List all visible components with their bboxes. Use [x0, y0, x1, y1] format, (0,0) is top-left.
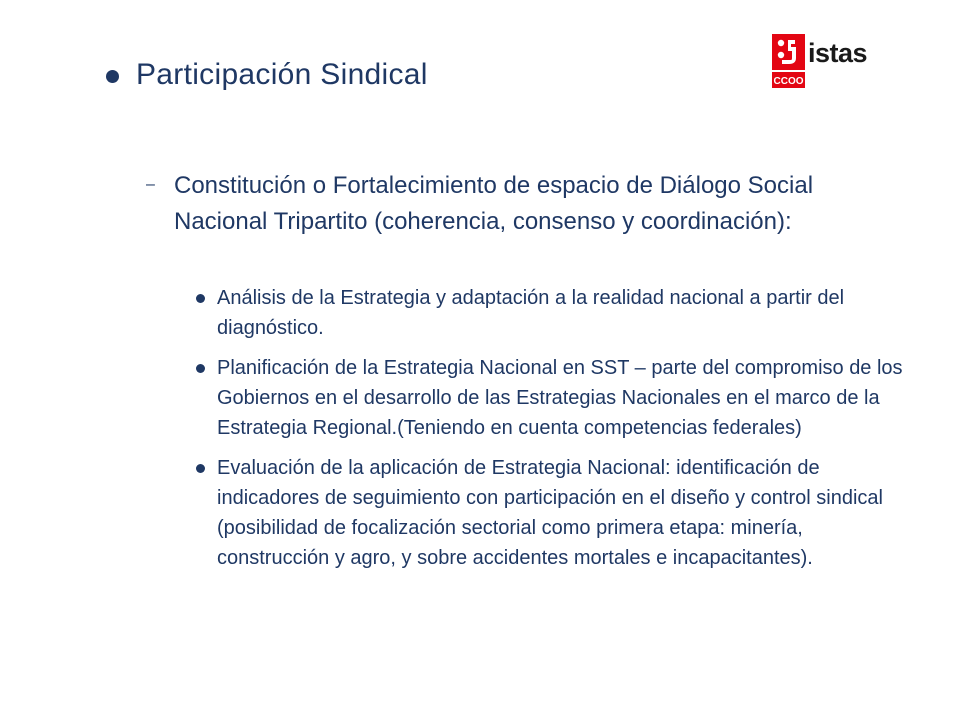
slide-title: Participación Sindical	[136, 58, 428, 91]
title-row	[106, 58, 428, 92]
list-item	[196, 353, 906, 443]
sub-item-text: Constitución o Fortalecimiento de espacio de Diálogo Social Nacional Tripartito (coherencia, consenso y coordinación):	[174, 172, 814, 235]
sub-item	[146, 168, 846, 240]
bullet-icon	[196, 294, 205, 303]
ccoo-label: CCOO	[773, 76, 804, 87]
list-item	[196, 453, 906, 573]
bullet-icon	[196, 464, 205, 473]
bullet-text: Análisis de la Estrategia y adaptación a la realidad nacional a partir del diagnóstico.	[217, 287, 845, 339]
bullet-list	[196, 283, 906, 583]
bullet-icon	[196, 364, 205, 373]
istas-ccoo-logo	[772, 34, 867, 88]
list-item	[196, 283, 906, 343]
bullet-text: Evaluación de la aplicación de Estrategia Nacional: identificación de indicadores de seguimiento con participación en el diseño y control sindical (posibilidad de focalización sectorial como primera etapa: minería, construcción y agro, y sobre accidentes mortales e incapacitantes).	[217, 457, 883, 569]
ccoo-logo-mark	[772, 34, 805, 88]
bullet-text: Planificación de la Estrategia Nacional en SST – parte del compromiso de los Gobiernos en el desarrollo de las Estrategias Nacionales en el marco de la Estrategia Regional.(Teniendo en cuenta competencias federales)	[217, 357, 903, 439]
istas-wordmark: istas	[808, 38, 868, 68]
title-bullet-icon	[106, 70, 119, 83]
dash-marker: –	[146, 176, 155, 193]
